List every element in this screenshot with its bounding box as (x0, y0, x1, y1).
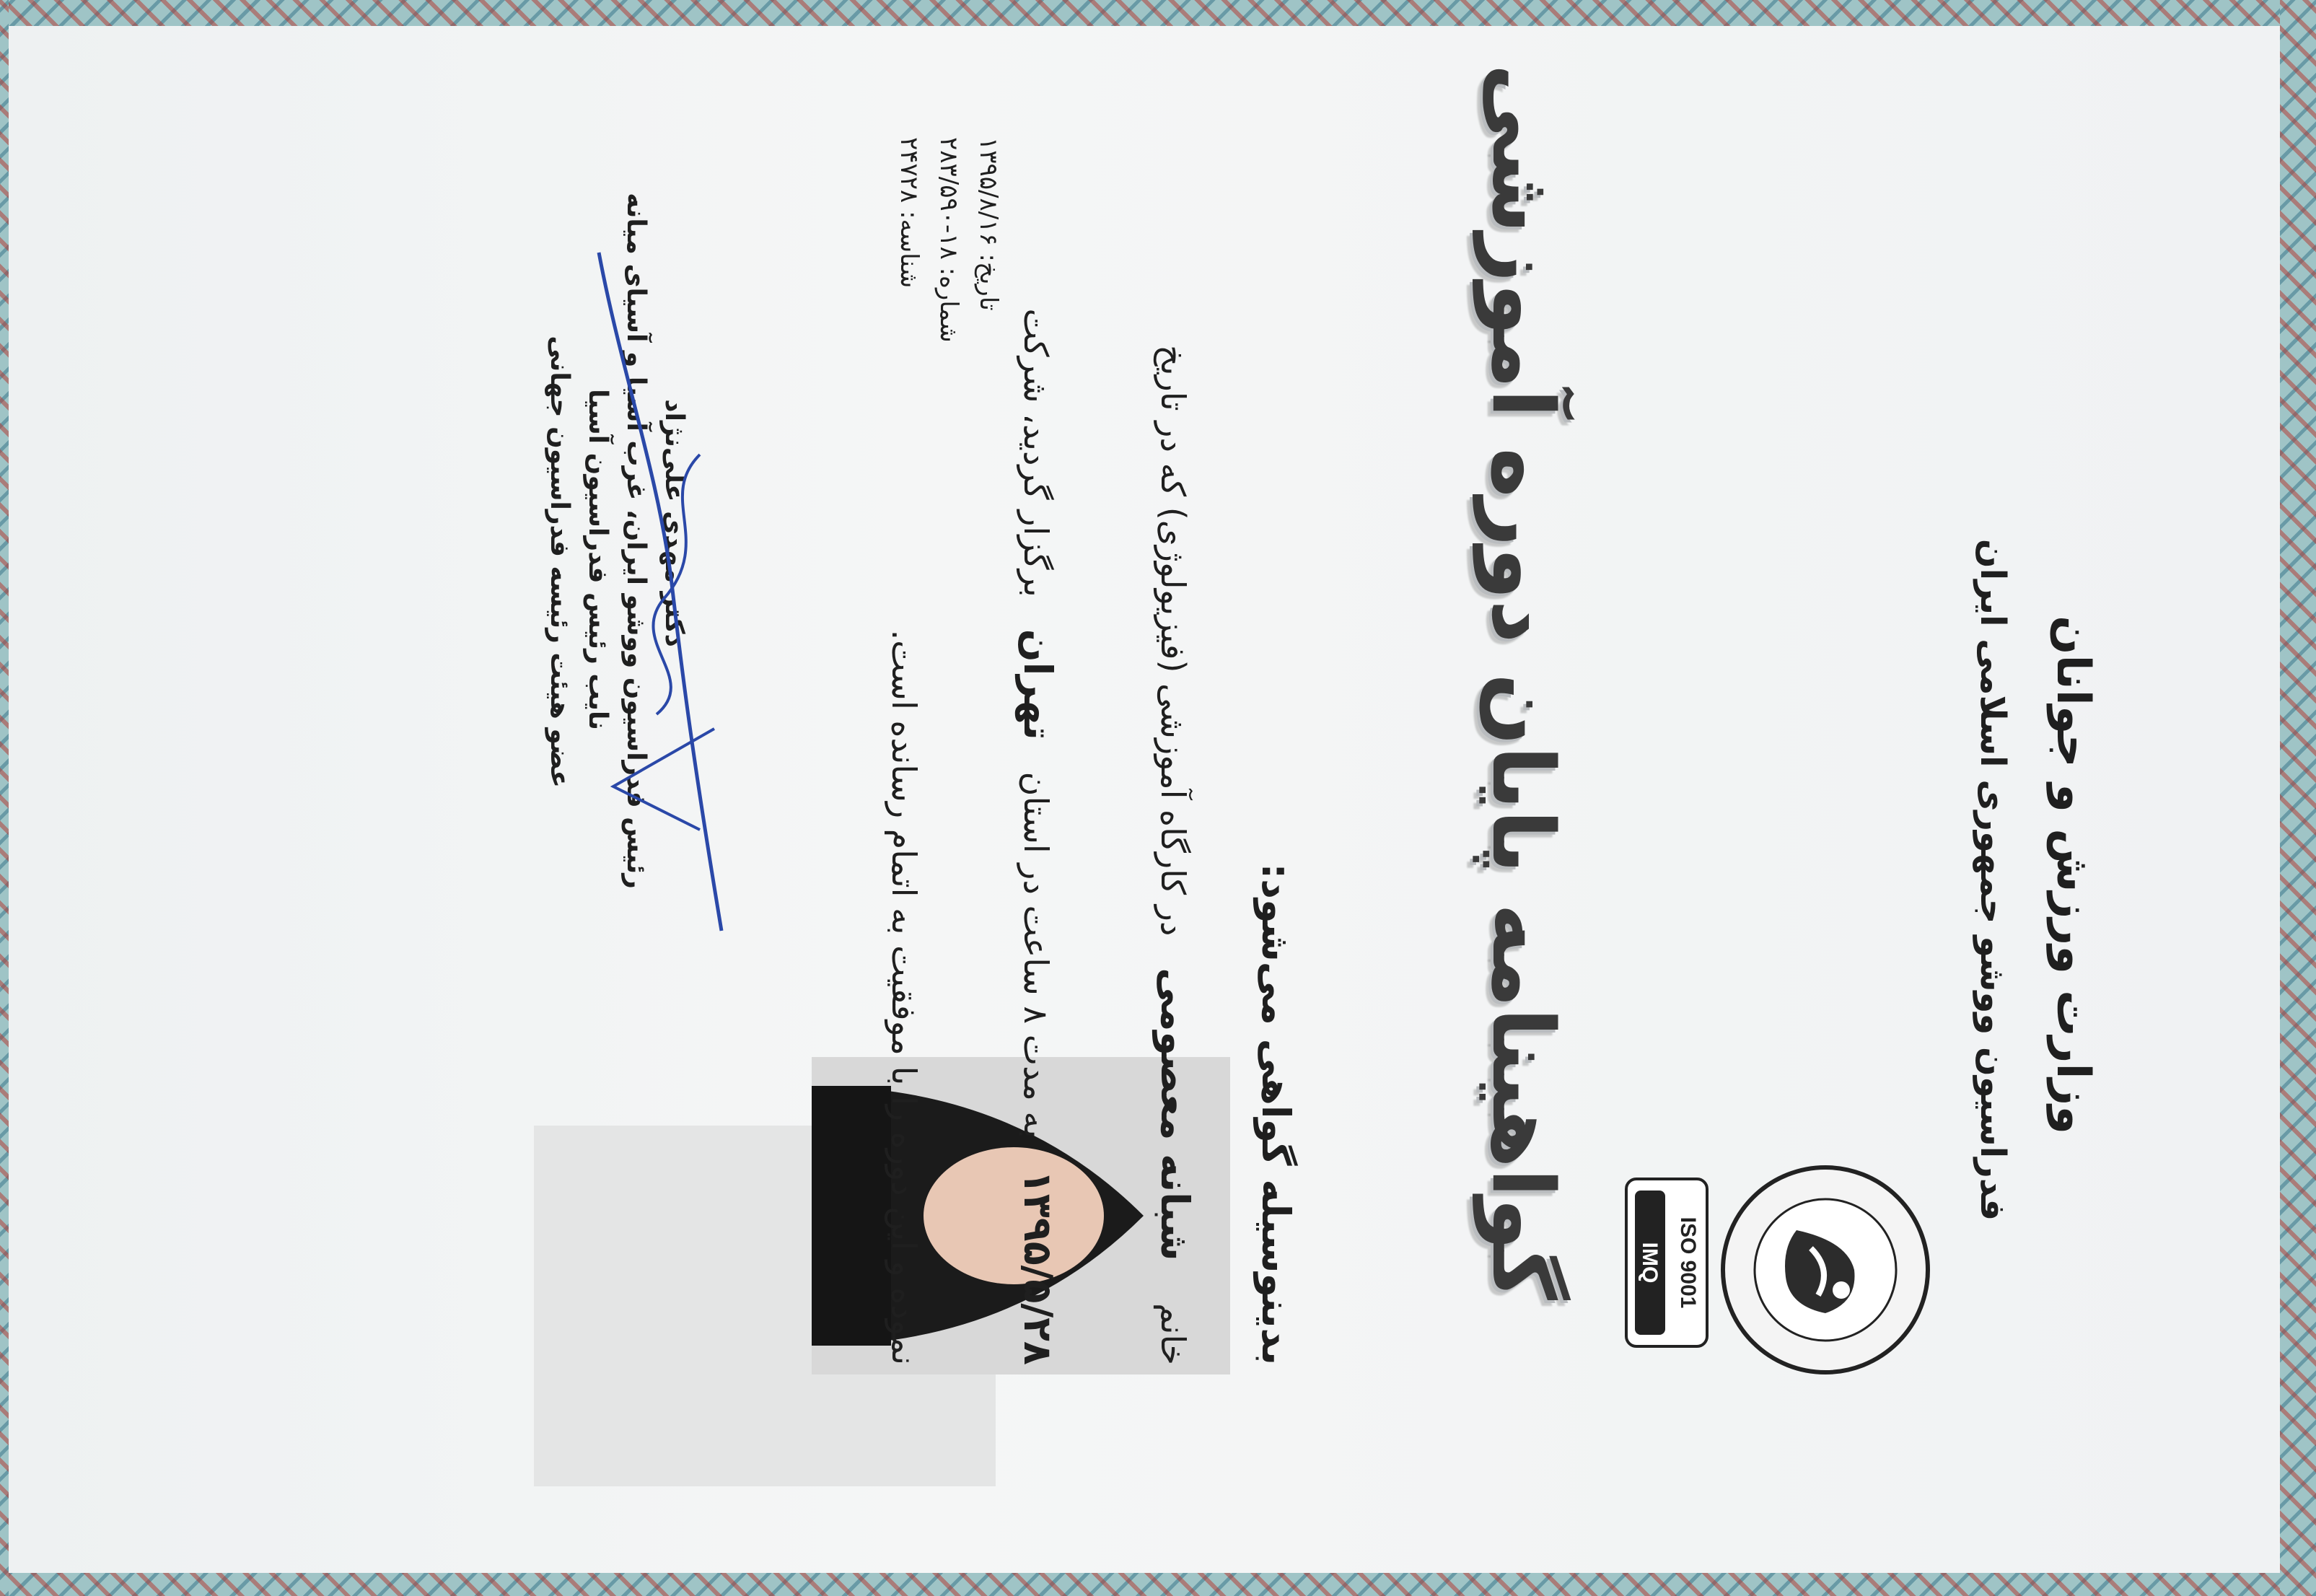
recipient-name: شبانه معصومی (1152, 968, 1198, 1261)
iso-9001-badge-logo (1623, 1176, 1710, 1349)
body-line-2 (1015, 240, 1061, 1365)
signatory-name: دکتر مهدی علی‌نژاد (659, 399, 689, 647)
signatory-title-2: نایب رئیس فدراسیون آسیا (583, 389, 613, 730)
course-city: تهران (1015, 628, 1061, 740)
body-line-1-text: در کارگاه آموزشی (فیزیولوژی) که در تاریخ (1154, 345, 1193, 937)
signatory-title-1: رئیس فدراسیون ووشو ایران، غرب آسیا و آسیای میانه (621, 193, 651, 889)
body-line-3: نموده و این دوره را با موفقیت به اتمام رسانده است. (885, 629, 924, 1365)
course-date: ۱۳۹۵/۵/۲۸ (1015, 1170, 1061, 1365)
wushu-federation-seal-logo (1717, 1162, 1934, 1378)
reference-number: شماره: ۱۸-۲۸۳/۵۹۰ (934, 137, 963, 343)
svg-text:IMQ: IMQ (1638, 1242, 1662, 1284)
honorific: خانم (1154, 1303, 1193, 1365)
reference-date: تاریخ: ۱۳۹۵/۸/۱۶ (974, 137, 1003, 311)
signatory-title-3: عضو هیئت رئیسه فدراسیون جهانی (545, 336, 574, 788)
federation-heading: فدراسیون ووشو جمهوری اسلامی ایران (1973, 538, 2013, 1221)
reference-id: شناسه: ۲۴۷۲۸ (895, 137, 924, 289)
body-line-2-text: به مدت ۸ ساعت در استان (1017, 771, 1056, 1139)
handwritten-signature (570, 238, 743, 945)
body-line-1 (1152, 240, 1198, 1365)
certify-line: بدینوسیله گواهی می‌شود: (1253, 863, 1299, 1365)
svg-text:ISO 9001: ISO 9001 (1676, 1216, 1700, 1309)
decorative-border-right (2280, 0, 2316, 1596)
ministry-heading: وزارت ورزش و جوانان (2046, 615, 2100, 1134)
certificate-title: گواهینامه پایان دوره آموزشی (1473, 63, 1573, 1300)
body-line-2-tail: برگزار گردید، شرکت (1017, 308, 1056, 597)
